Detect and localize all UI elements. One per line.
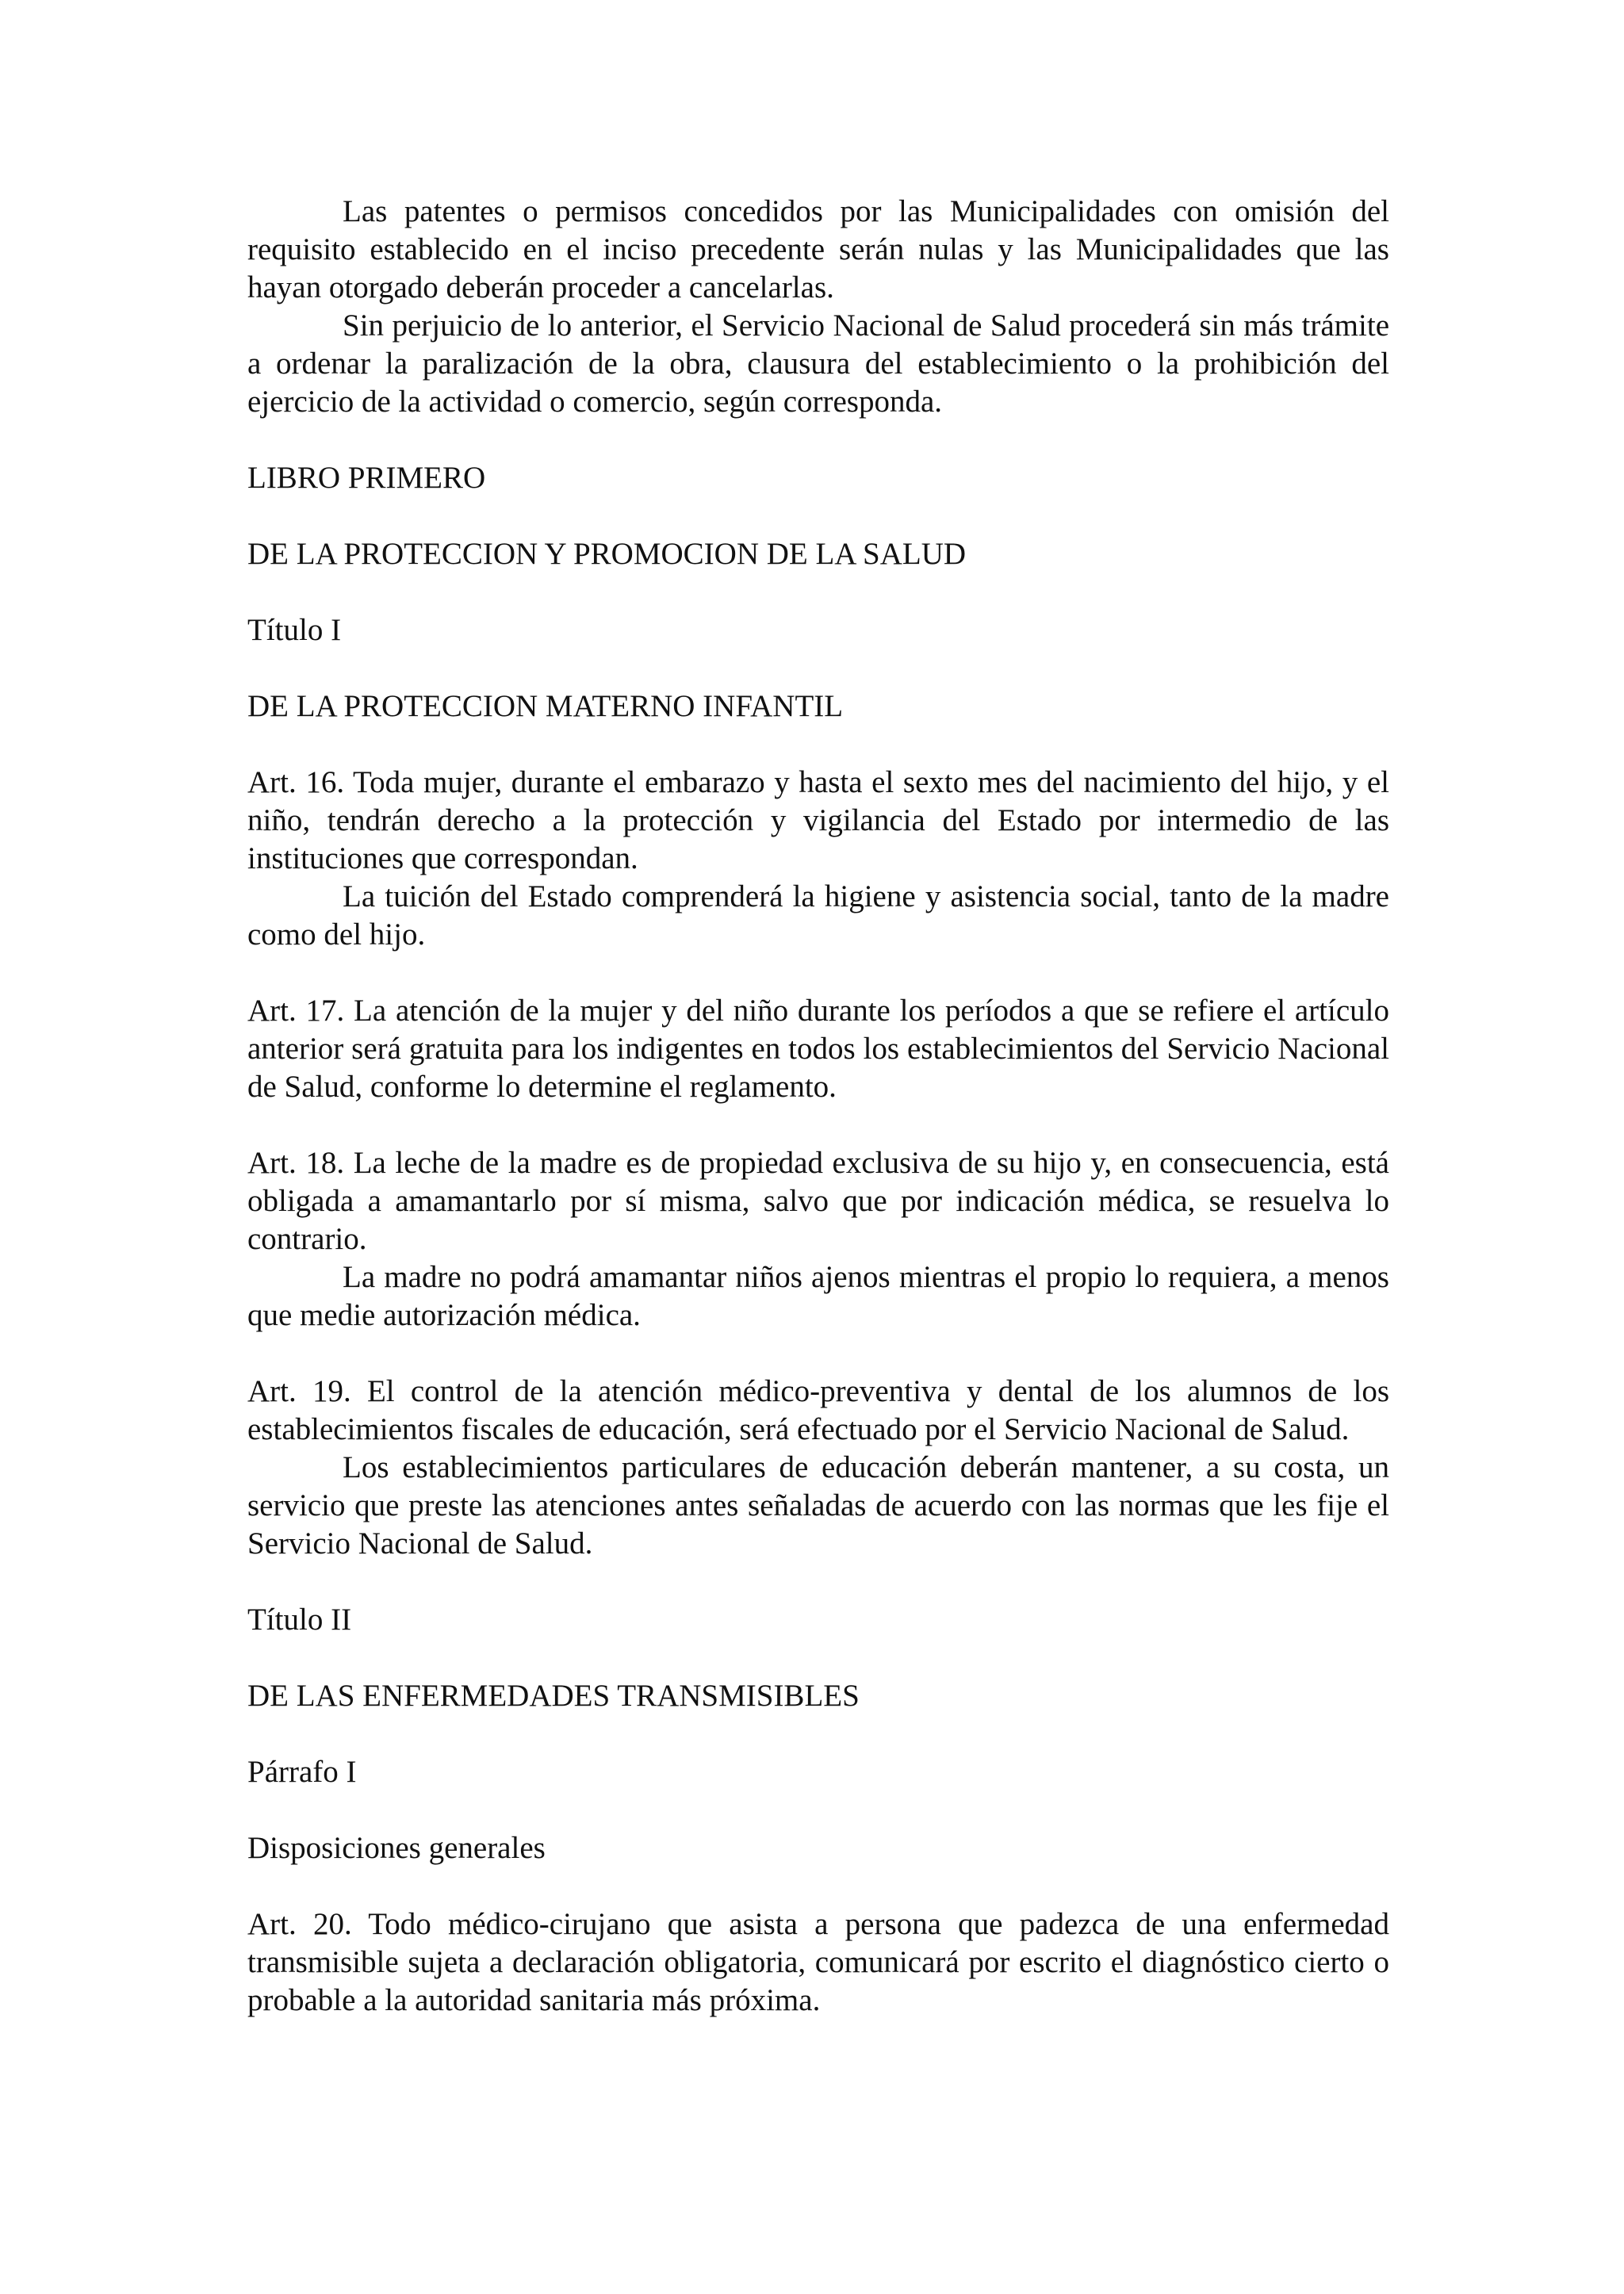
article-19: Art. 19. El control de la atención médico-preventiva y dental de los alumnos de los establecimientos fiscales de educación, será efectuado por el Servicio Nacional de Salud. xyxy=(247,1374,1389,1446)
title-heading: Título II xyxy=(247,1603,352,1637)
article-20: Art. 20. Todo médico-cirujano que asista a persona que padezca de una enfermedad transmisible sujeta a declaración obligatoria, comunicará por escrito el diagnóstico cierto o probable a la autoridad sanitaria más próxima. xyxy=(247,1907,1389,2017)
book-heading: LIBRO PRIMERO xyxy=(247,461,486,495)
spacer xyxy=(247,1639,1389,1677)
title-name: DE LA PROTECCION MATERNO INFANTIL xyxy=(247,689,844,723)
paragraph: La madre no podrá amamantar niños ajenos mientras el propio lo requiera, a menos que medie autorización médica. xyxy=(247,1260,1389,1332)
document-page xyxy=(247,193,1389,2020)
article-17: Art. 17. La atención de la mujer y del niño durante los períodos a que se refiere el artículo anterior será gratuita para los indigentes en todos los establecimientos del Servicio Nacional de Salud, conforme lo determine el reglamento. xyxy=(247,994,1389,1104)
spacer xyxy=(247,1867,1389,1905)
section-name: Disposiciones generales xyxy=(247,1831,546,1865)
spacer xyxy=(247,1563,1389,1601)
spacer xyxy=(247,649,1389,687)
spacer xyxy=(247,954,1389,992)
spacer xyxy=(247,573,1389,611)
article-18: Art. 18. La leche de la madre es de propiedad exclusiva de su hijo y, en consecuencia, está obligada a amamantarlo por sí misma, salvo que por indicación médica, se resuelva lo contrario. xyxy=(247,1146,1389,1256)
paragraph: Sin perjuicio de lo anterior, el Servicio Nacional de Salud procederá sin más trámite a ordenar la paralización de la obra, clausura del establecimiento o la prohibición del ejercicio de la actividad o comercio, según corresponda. xyxy=(247,308,1389,419)
spacer xyxy=(247,726,1389,764)
paragraph-heading: Párrafo I xyxy=(247,1755,357,1789)
article-16: Art. 16. Toda mujer, durante el embarazo y hasta el sexto mes del nacimiento del hijo, y el niño, tendrán derecho a la protección y vigilancia del Estado por intermedio de las instituciones que correspondan. xyxy=(247,765,1389,875)
title-name: DE LAS ENFERMEDADES TRANSMISIBLES xyxy=(247,1679,860,1713)
spacer xyxy=(247,421,1389,459)
title-heading: Título I xyxy=(247,613,342,647)
spacer xyxy=(247,497,1389,535)
paragraph: La tuición del Estado comprenderá la higiene y asistencia social, tanto de la madre como del hijo. xyxy=(247,879,1389,952)
book-title: DE LA PROTECCION Y PROMOCION DE LA SALUD xyxy=(247,537,967,571)
spacer xyxy=(247,1335,1389,1373)
paragraph: Los establecimientos particulares de educación deberán mantener, a su costa, un servicio que preste las atenciones antes señaladas de acuerdo con las normas que les fije el Servicio Nacional de Salud. xyxy=(247,1450,1389,1561)
paragraph: Las patentes o permisos concedidos por las Municipalidades con omisión del requisito establecido en el inciso precedente serán nulas y las Municipalidades que las hayan otorgado deberán proceder a cancelarlas. xyxy=(247,194,1389,304)
spacer xyxy=(247,1791,1389,1829)
spacer xyxy=(247,1106,1389,1144)
spacer xyxy=(247,1715,1389,1753)
